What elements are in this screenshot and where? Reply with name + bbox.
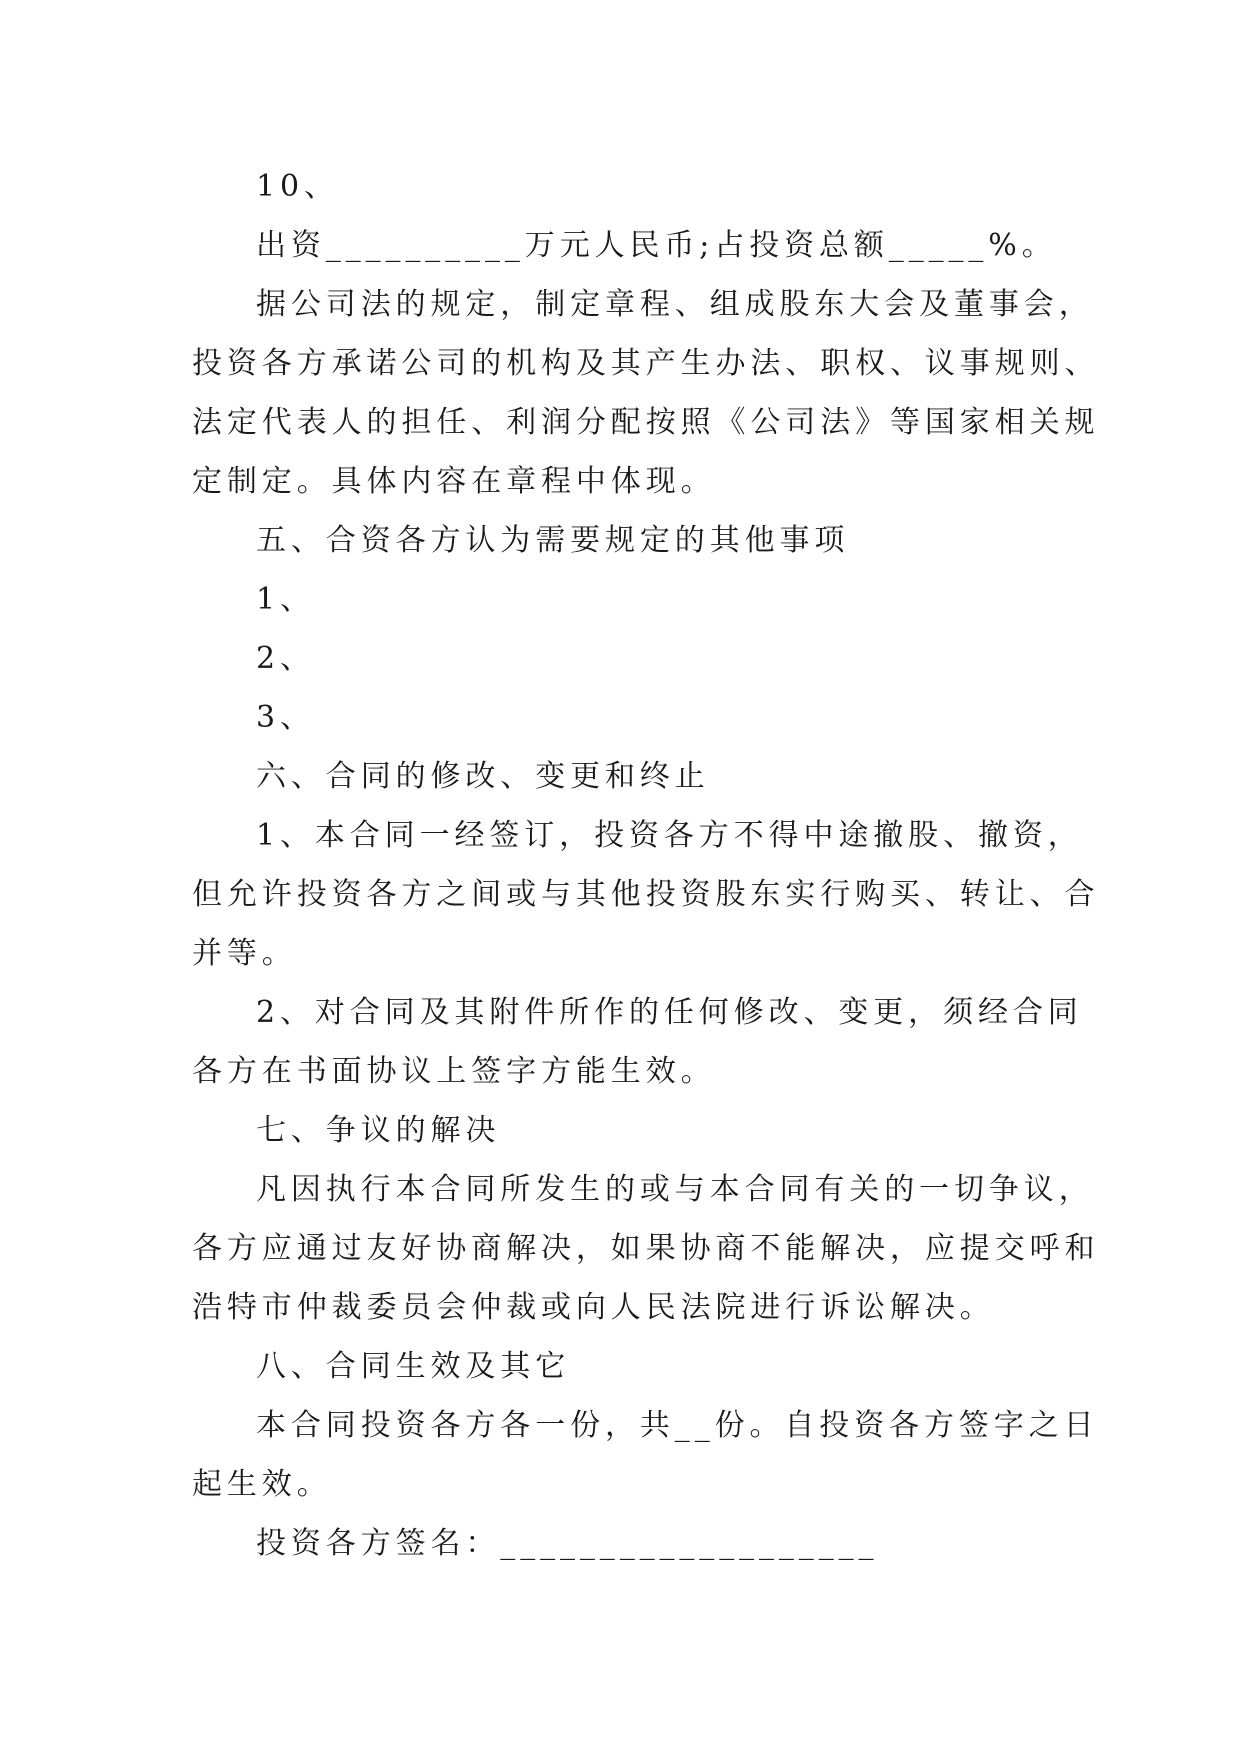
list-item-3: 3、 xyxy=(256,700,315,735)
section-heading-6: 六、合同的修改、变更和终止 xyxy=(256,759,710,794)
section-heading-5: 五、合资各方认为需要规定的其他事项 xyxy=(256,523,850,558)
paragraph-line: 并等。 xyxy=(192,936,297,971)
item-10: 10、 xyxy=(256,169,339,204)
paragraph-line: 凡因执行本合同所发生的或与本合同有关的一切争议， xyxy=(256,1172,1094,1207)
paragraph-line: 各方应通过友好协商解决，如果协商不能解决，应提交呼和 xyxy=(192,1231,1100,1266)
list-item-2: 2、 xyxy=(256,641,315,676)
paragraph-line: 定制定。具体内容在章程中体现。 xyxy=(192,464,716,499)
signature-line: 投资各方签名：___________________ xyxy=(256,1526,879,1561)
list-item-1: 1、 xyxy=(256,582,315,617)
section-heading-7: 七、争议的解决 xyxy=(256,1113,501,1148)
section-heading-8: 八、合同生效及其它 xyxy=(256,1349,571,1384)
paragraph-line: 投资各方承诺公司的机构及其产生办法、职权、议事规则、 xyxy=(192,346,1100,381)
paragraph-line: 浩特市仲裁委员会仲裁或向人民法院进行诉讼解决。 xyxy=(192,1290,995,1325)
investment-amount-line: 出资__________万元人民币;占投资总额_____%。 xyxy=(256,228,1057,263)
paragraph-line: 但允许投资各方之间或与其他投资股东实行购买、转让、合 xyxy=(192,877,1100,912)
paragraph-line: 本合同投资各方各一份，共__份。自投资各方签字之日 xyxy=(256,1408,1099,1443)
paragraph-line: 1、本合同一经签订，投资各方不得中途撤股、撤资， xyxy=(256,818,1083,853)
paragraph-line: 起生效。 xyxy=(192,1467,332,1502)
paragraph-line: 各方在书面协议上签字方能生效。 xyxy=(192,1054,716,1089)
paragraph-line: 据公司法的规定，制定章程、组成股东大会及董事会， xyxy=(256,287,1094,322)
paragraph-line: 2、对合同及其附件所作的任何修改、变更，须经合同 xyxy=(256,995,1083,1030)
paragraph-line: 法定代表人的担任、利润分配按照《公司法》等国家相关规 xyxy=(192,405,1100,440)
